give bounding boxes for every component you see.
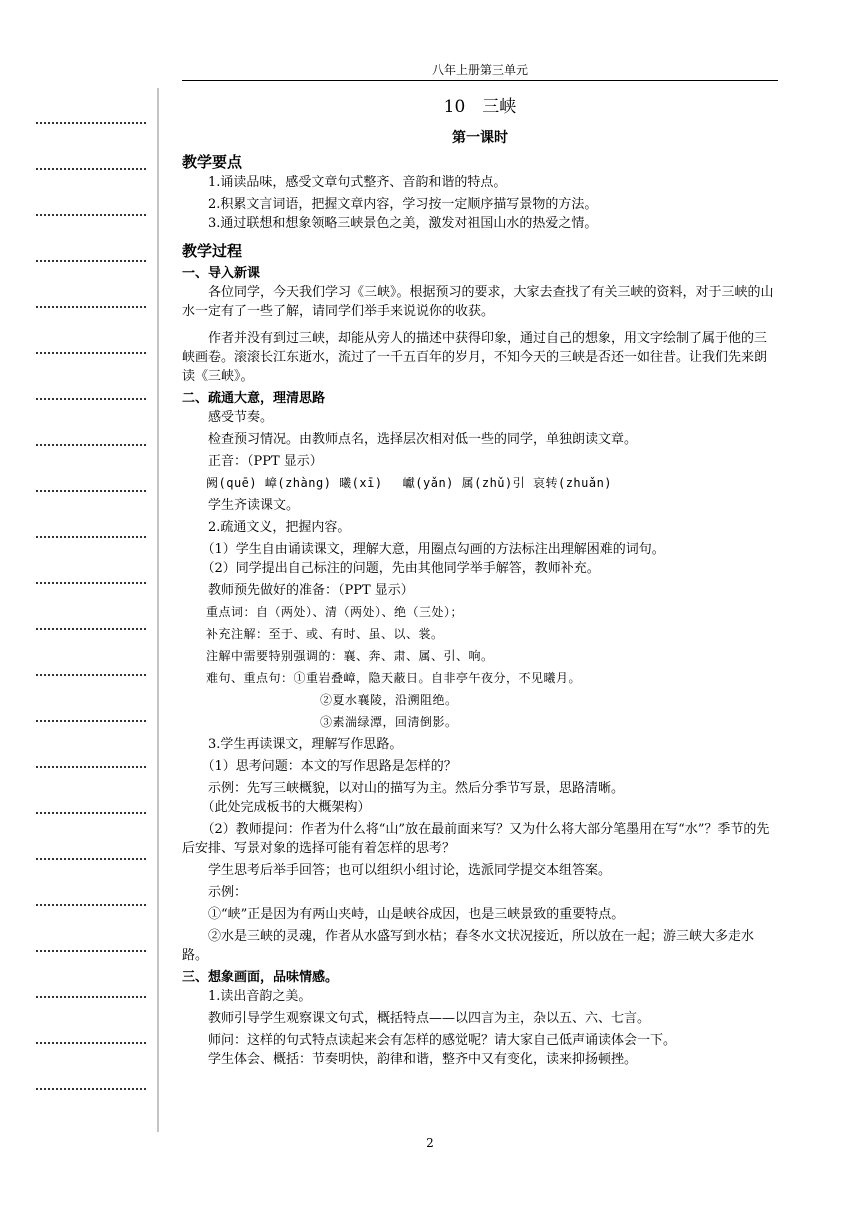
paragraph: 注解中需要特别强调的：襄、奔、肃、属、引、响。 — [206, 649, 494, 663]
dotted-line — [36, 996, 146, 998]
document-body — [182, 96, 778, 1069]
paragraph: （2）同学提出自己标注的问题，先由其他同学举手解答，教师补充。 — [201, 561, 600, 576]
dotted-line — [36, 214, 146, 216]
paragraph: 难句、重点句：①重岩叠嶂，隐天蔽日。自非亭午夜分，不见曦月。 — [206, 671, 582, 685]
goal-item: 1.诵读品味，感受文章句式整齐、音韵和谐的特点。 — [208, 175, 507, 190]
dotted-line — [36, 398, 146, 400]
dotted-line — [36, 122, 146, 124]
paragraph: 学生思考后举手回答；也可以组织小组讨论，选派同学提交本组答案。 — [208, 863, 612, 878]
dotted-line — [36, 858, 146, 860]
page-number: 2 — [426, 1136, 434, 1150]
paragraph: 重点词：自（两处）、清（两处）、绝（三处）； — [206, 605, 464, 619]
paragraph: ③素湍绿潭，回清倒影。 — [320, 715, 458, 729]
paragraph: 示例： — [208, 885, 248, 900]
paragraph: 3.学生再读课文，理解写作思路。 — [208, 737, 403, 752]
lesson-period: 第一课时 — [452, 130, 508, 146]
dotted-line — [36, 766, 146, 768]
section-heading: 二、疏通大意，理清思路 — [182, 391, 326, 406]
dotted-line — [36, 1042, 146, 1044]
paragraph: 1.读出音韵之美。 — [208, 989, 312, 1004]
paragraph: 正音：（PPT 显示） — [208, 454, 323, 469]
paragraph: 学生体会、概括：节奏明快，韵律和谐，整齐中又有变化，读来抑扬顿挫。 — [208, 1052, 638, 1067]
lesson-title: 10 三峡 — [443, 97, 517, 117]
dotted-line — [36, 812, 146, 814]
header-rule — [182, 80, 778, 81]
paragraph: ②水是三峡的灵魂，作者从水盛写到水枯；春冬水文状况接近，所以放在一起；游三峡大多走水路。 — [182, 929, 755, 963]
dotted-line — [36, 260, 146, 262]
paragraph: 作者并没有到过三峡，却能从旁人的描述中获得印象，通过自己的想象，用文字绘制了属于他的三峡画卷。滚滚长江东逝水，流过了一千五百年的岁月，不知今天的三峡是否还一如往昔。让我们先来朗读《三峡》。 — [182, 331, 768, 384]
binding-dotted-lines — [36, 0, 146, 1216]
paragraph: 教师预先做好的准备：（PPT 显示） — [208, 583, 414, 598]
binding-margin-bar — [157, 88, 159, 1132]
section-heading: 一、导入新课 — [182, 266, 261, 281]
goal-item: 2.积累文言词语，把握文章内容，学习按一定顺序描写景物的方法。 — [208, 197, 598, 212]
dotted-line — [36, 674, 146, 676]
dotted-line — [36, 444, 146, 446]
paragraph: （1）学生自由诵读课文，理解大意，用圈点勾画的方法标注出理解困难的词句。 — [201, 542, 665, 557]
dotted-line — [36, 950, 146, 952]
paragraph: ②夏水襄陵，沿溯阻绝。 — [320, 693, 458, 707]
paragraph: 各位同学，今天我们学习《三峡》。根据预习的要求，大家去查找了有关三峡的资料，对于三峡的山水一定有了一些了解，请同学们举手来说说你的收获。 — [182, 285, 774, 319]
paragraph: 示例：先写三峡概貌，以对山的描写为主。然后分季节写景，思路清晰。 — [208, 781, 625, 796]
paragraph: 补充注解：至于、或、有时、虽、以、裳。 — [206, 627, 444, 641]
dotted-line — [36, 168, 146, 170]
paragraph: 师问：这样的句式特点读起来会有怎样的感觉呢？请大家自己低声诵读体会一下。 — [208, 1033, 677, 1048]
dotted-line — [36, 1088, 146, 1090]
dotted-line — [36, 582, 146, 584]
running-header: 八年上册第三单元 — [431, 63, 528, 77]
section-heading: 三、想象画面，品味情感。 — [182, 970, 339, 985]
process-heading: 教学过程 — [182, 242, 243, 260]
paragraph: （此处完成板书的大概架构） — [201, 800, 371, 815]
pinyin-line: 阙(quē) 嶂(zhàng) 曦(xī) 巘(yǎn) 属(zhǔ)引 哀转(zhuǎn) — [206, 476, 613, 490]
dotted-line — [36, 490, 146, 492]
goals-heading: 教学要点 — [182, 153, 243, 171]
goal-item: 3.通过联想和想象领略三峡景色之美，激发对祖国山水的热爱之情。 — [208, 216, 598, 231]
paragraph: 学生齐读课文。 — [208, 498, 300, 513]
dotted-line — [36, 536, 146, 538]
paragraph: （1）思考问题：本文的写作思路是怎样的？ — [201, 759, 457, 774]
paragraph: ①“峡”正是因为有两山夹峙，山是峡谷成因，也是三峡景致的重要特点。 — [208, 907, 625, 922]
dotted-line — [36, 306, 146, 308]
paragraph: 感受节奏。 — [208, 410, 274, 425]
dotted-line — [36, 628, 146, 630]
dotted-line — [36, 904, 146, 906]
paragraph: 检查预习情况。由教师点名，选择层次相对低一些的同学，单独朗读文章。 — [208, 432, 638, 447]
paragraph: 教师引导学生观察课文句式，概括特点——以四言为主，杂以五、六、七言。 — [208, 1011, 651, 1026]
dotted-line — [36, 720, 146, 722]
paragraph: 2.疏通文义，把握内容。 — [208, 520, 351, 535]
dotted-line — [36, 352, 146, 354]
paragraph: （2）教师提问：作者为什么将“山”放在最前面来写？又为什么将大部分笔墨用在写“水”？季节的先后安排、写景对象的选择可能有着怎样的思考？ — [182, 822, 770, 856]
